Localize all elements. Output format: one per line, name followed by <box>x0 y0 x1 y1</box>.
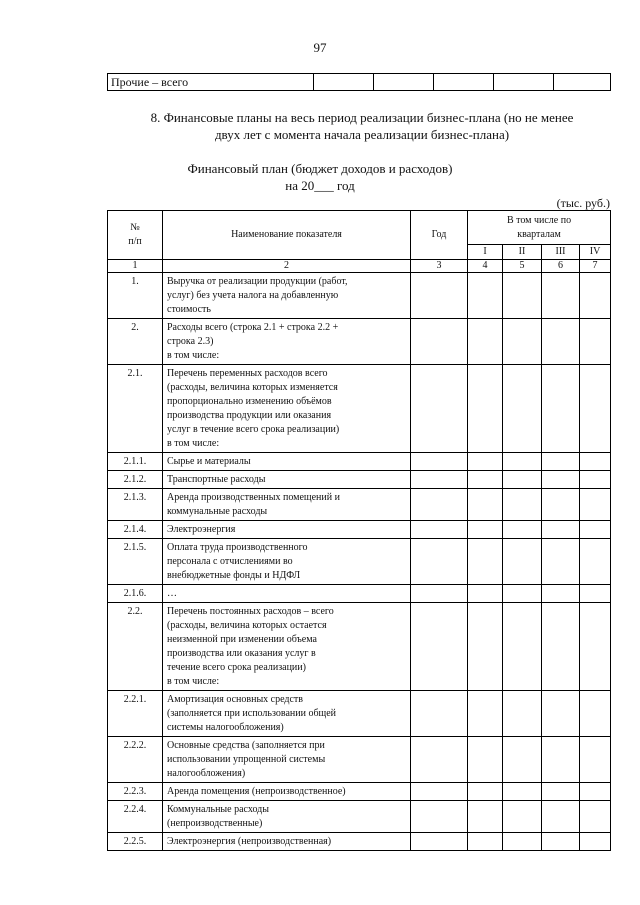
column-number: 6 <box>542 260 580 273</box>
value-cell <box>468 603 503 691</box>
value-cell <box>542 539 580 585</box>
value-cell <box>580 603 611 691</box>
row-number: 2.2. <box>108 603 163 691</box>
value-cell <box>542 489 580 521</box>
indicator-name-line: коммунальные расходы <box>167 506 268 517</box>
table-row <box>108 737 611 783</box>
indicator-name-line: Расходы всего (строка 2.1 + строка 2.2 + <box>167 322 339 333</box>
plan-title <box>0 160 640 194</box>
table-row <box>108 471 611 489</box>
value-cell <box>580 489 611 521</box>
header-number: № п/п <box>108 211 163 260</box>
value-cell <box>468 319 503 365</box>
table-row <box>108 521 611 539</box>
value-cell <box>503 539 542 585</box>
value-cell <box>503 783 542 801</box>
indicator-name-line: течение всего срока реализации) <box>167 662 306 673</box>
value-cell <box>503 737 542 783</box>
value-cell <box>468 273 503 319</box>
indicator-name-line: (заполняется при использовании общей <box>167 708 337 719</box>
empty-cell <box>374 74 434 91</box>
row-number: 2.2.3. <box>108 783 163 801</box>
indicator-name-line: в том числе: <box>167 676 220 687</box>
plan-title-line: Финансовый план (бюджет доходов и расходов) <box>187 161 453 176</box>
indicator-name-line: производства или оказания услуг в <box>167 648 316 659</box>
indicator-name <box>163 365 411 453</box>
indicator-name-line: Сырье и материалы <box>167 456 251 467</box>
value-cell <box>503 691 542 737</box>
value-cell <box>411 471 468 489</box>
value-cell <box>503 319 542 365</box>
value-cell <box>411 833 468 851</box>
value-cell <box>468 783 503 801</box>
table-row <box>108 585 611 603</box>
value-cell <box>503 489 542 521</box>
row-number: 2.1. <box>108 365 163 453</box>
value-cell <box>411 453 468 471</box>
indicator-name <box>163 691 411 737</box>
unit-note: (тыс. руб.) <box>556 196 610 210</box>
table-row <box>108 365 611 453</box>
table-row <box>108 319 611 365</box>
indicator-name-line: Оплата труда производственного <box>167 542 308 553</box>
value-cell <box>411 539 468 585</box>
indicator-name-line: Аренда помещения (непроизводственное) <box>167 786 346 797</box>
indicator-name-line: Электроэнергия (непроизводственная) <box>167 836 332 847</box>
section-heading-line: двух лет с момента начала реализации бизнес-плана) <box>214 127 510 142</box>
indicator-name <box>163 539 411 585</box>
row-number: 2.2.2. <box>108 737 163 783</box>
column-number: 4 <box>468 260 503 273</box>
indicator-name-line: (непроизводственные) <box>167 818 263 829</box>
header-quarter-1: I <box>468 245 503 260</box>
value-cell <box>411 273 468 319</box>
row-number: 2.1.4. <box>108 521 163 539</box>
row-number: 2.1.5. <box>108 539 163 585</box>
value-cell <box>542 737 580 783</box>
value-cell <box>411 319 468 365</box>
header-quarters: В том числе по кварталам <box>468 211 611 245</box>
value-cell <box>468 365 503 453</box>
indicator-name-line: строка 2.3) <box>167 336 214 347</box>
indicator-name-line: персонала с отчислениями во <box>167 556 293 567</box>
indicator-name <box>163 801 411 833</box>
indicator-name <box>163 833 411 851</box>
indicator-name <box>163 319 411 365</box>
indicator-name-line: в том числе: <box>167 350 220 361</box>
empty-cell <box>314 74 374 91</box>
indicator-name-line: Аренда производственных помещений и <box>167 492 340 503</box>
value-cell <box>580 453 611 471</box>
indicator-name-line: услуг в течение всего срока реализации) <box>167 424 340 435</box>
value-cell <box>468 801 503 833</box>
row-number: 2.1.1. <box>108 453 163 471</box>
indicator-name <box>163 603 411 691</box>
value-cell <box>503 365 542 453</box>
indicator-name <box>163 273 411 319</box>
value-cell <box>542 319 580 365</box>
section-heading <box>112 109 612 143</box>
value-cell <box>542 471 580 489</box>
value-cell <box>542 801 580 833</box>
indicator-name-line: Выручка от реализации продукции (работ, <box>167 276 348 287</box>
indicator-name-line: Амортизация основных средств <box>167 694 304 705</box>
indicator-name <box>163 453 411 471</box>
row-number: 2. <box>108 319 163 365</box>
value-cell <box>411 783 468 801</box>
value-cell <box>468 521 503 539</box>
value-cell <box>580 471 611 489</box>
table-row <box>108 489 611 521</box>
row-number: 2.2.1. <box>108 691 163 737</box>
indicator-name <box>163 783 411 801</box>
column-number: 2 <box>163 260 411 273</box>
indicator-name <box>163 737 411 783</box>
value-cell <box>542 833 580 851</box>
indicator-name-line: Электроэнергия <box>167 524 236 535</box>
value-cell <box>468 585 503 603</box>
value-cell <box>468 471 503 489</box>
column-number: 3 <box>411 260 468 273</box>
value-cell <box>542 273 580 319</box>
value-cell <box>411 489 468 521</box>
row-number: 1. <box>108 273 163 319</box>
indicator-name-line: услуг) без учета налога на добавленную <box>167 290 339 301</box>
value-cell <box>503 801 542 833</box>
indicator-name-line: … <box>167 588 177 599</box>
indicator-name-line: использовании упрощенной системы <box>167 754 326 765</box>
indicator-name-line: пропорционально изменению объёмов <box>167 396 332 407</box>
indicator-name-line: (расходы, величина которых остается <box>167 620 327 631</box>
indicator-name-line: в том числе: <box>167 438 220 449</box>
value-cell <box>503 273 542 319</box>
value-cell <box>542 783 580 801</box>
value-cell <box>580 737 611 783</box>
table-row <box>108 833 611 851</box>
empty-cell <box>554 74 611 91</box>
indicator-name-line: Перечень переменных расходов всего <box>167 368 328 379</box>
value-cell <box>468 833 503 851</box>
value-cell <box>542 603 580 691</box>
value-cell <box>503 833 542 851</box>
indicator-name-line: производства продукции или оказания <box>167 410 332 421</box>
header-year: Год <box>411 211 468 260</box>
value-cell <box>411 585 468 603</box>
value-cell <box>580 801 611 833</box>
value-cell <box>542 453 580 471</box>
header-quarter-4: IV <box>580 245 611 260</box>
indicator-name <box>163 521 411 539</box>
table-row <box>108 453 611 471</box>
value-cell <box>411 737 468 783</box>
value-cell <box>542 365 580 453</box>
header-quarter-2: II <box>503 245 542 260</box>
indicator-name-line: Транспортные расходы <box>167 474 266 485</box>
indicator-name-line: Перечень постоянных расходов – всего <box>167 606 334 617</box>
column-number-row <box>108 260 611 273</box>
financial-plan-table <box>107 210 611 851</box>
value-cell <box>580 691 611 737</box>
table-row <box>108 691 611 737</box>
table-row <box>108 539 611 585</box>
table-row <box>108 603 611 691</box>
column-number: 1 <box>108 260 163 273</box>
indicator-name <box>163 585 411 603</box>
value-cell <box>468 539 503 585</box>
value-cell <box>542 585 580 603</box>
value-cell <box>580 319 611 365</box>
table-row <box>108 801 611 833</box>
row-number: 2.1.6. <box>108 585 163 603</box>
continued-table-row <box>107 73 611 91</box>
value-cell <box>411 691 468 737</box>
row-number: 2.2.5. <box>108 833 163 851</box>
value-cell <box>468 691 503 737</box>
indicator-name-line: системы налогообложения) <box>167 722 284 733</box>
value-cell <box>468 489 503 521</box>
indicator-name-line: (расходы, величина которых изменяется <box>167 382 338 393</box>
indicator-name-line: Коммунальные расходы <box>167 804 269 815</box>
value-cell <box>580 783 611 801</box>
value-cell <box>411 521 468 539</box>
value-cell <box>580 365 611 453</box>
row-number: 2.2.4. <box>108 801 163 833</box>
row-number: 2.1.2. <box>108 471 163 489</box>
indicator-name-line: неизменной при изменении объема <box>167 634 317 645</box>
empty-cell <box>494 74 554 91</box>
value-cell <box>411 603 468 691</box>
value-cell <box>542 691 580 737</box>
indicator-name-line: Основные средства (заполняется при <box>167 740 325 751</box>
empty-cell <box>434 74 494 91</box>
table-row <box>108 273 611 319</box>
plan-title-line: на 20___ год <box>285 178 355 193</box>
table-row <box>108 783 611 801</box>
column-number: 5 <box>503 260 542 273</box>
other-total-label: Прочие – всего <box>108 74 314 91</box>
value-cell <box>411 365 468 453</box>
indicator-name-line: внебюджетные фонды и НДФЛ <box>167 570 301 581</box>
value-cell <box>580 539 611 585</box>
indicator-name <box>163 471 411 489</box>
value-cell <box>503 585 542 603</box>
value-cell <box>580 833 611 851</box>
page-number: 97 <box>313 40 327 55</box>
value-cell <box>580 585 611 603</box>
value-cell <box>542 521 580 539</box>
value-cell <box>580 273 611 319</box>
row-number: 2.1.3. <box>108 489 163 521</box>
header-name: Наименование показателя <box>163 211 411 260</box>
header-quarter-3: III <box>542 245 580 260</box>
indicator-name-line: налогообложения) <box>167 768 246 779</box>
value-cell <box>468 737 503 783</box>
column-number: 7 <box>580 260 611 273</box>
indicator-name <box>163 489 411 521</box>
value-cell <box>503 521 542 539</box>
value-cell <box>503 453 542 471</box>
value-cell <box>503 471 542 489</box>
value-cell <box>503 603 542 691</box>
value-cell <box>411 801 468 833</box>
value-cell <box>468 453 503 471</box>
section-heading-line: 8. Финансовые планы на весь период реализации бизнес-плана (но не менее <box>150 110 574 125</box>
value-cell <box>580 521 611 539</box>
indicator-name-line: стоимость <box>167 304 211 315</box>
